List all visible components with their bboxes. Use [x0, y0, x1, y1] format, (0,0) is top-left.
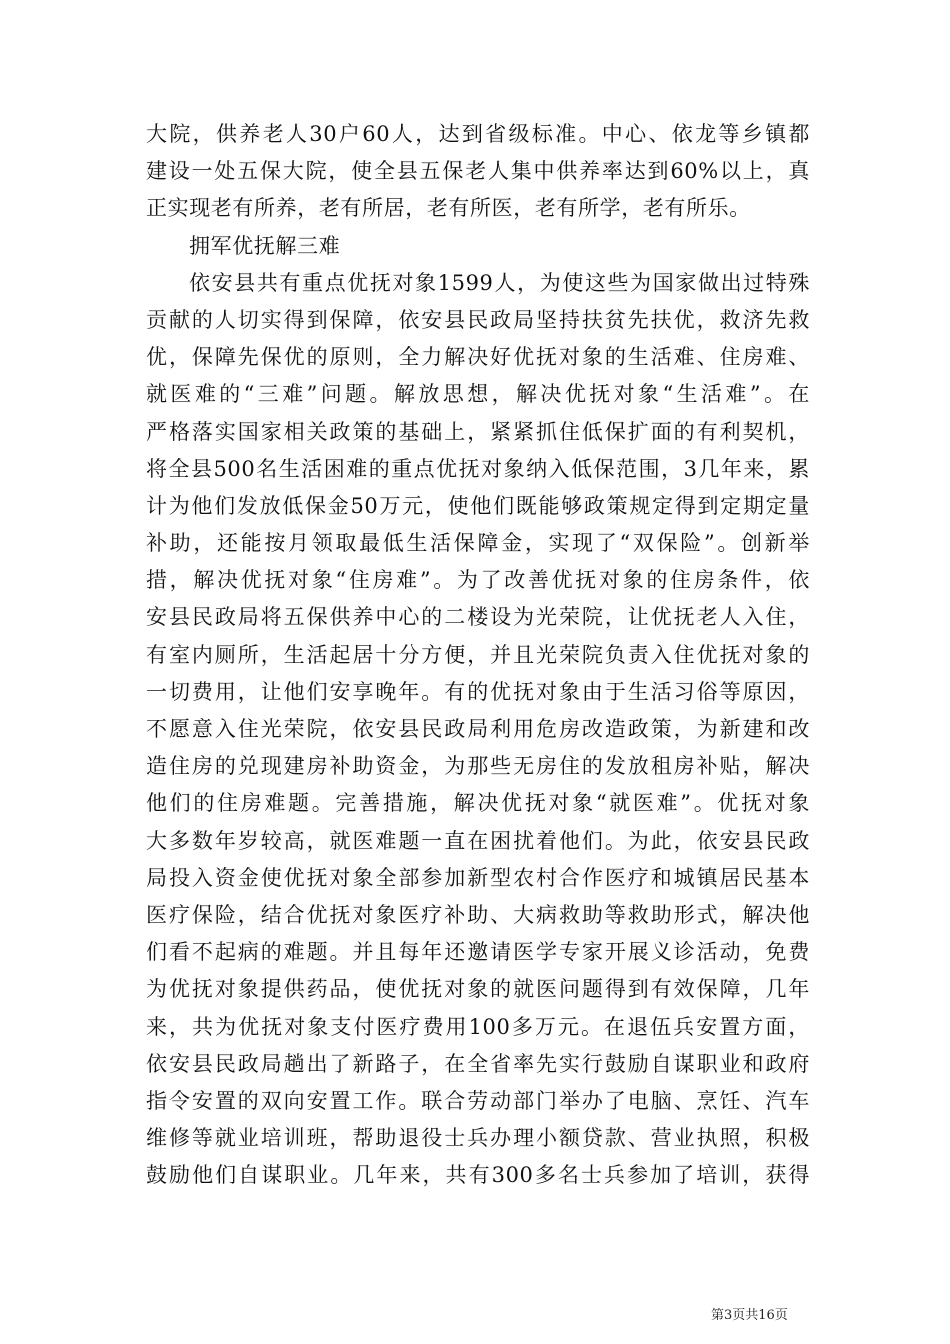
text-line: 建设一处五保大院，使全县五保老人集中供养率达到60%以上，真: [146, 159, 810, 184]
text-line: 大多数年岁较高，就医难题一直在困扰着他们。为此，依安县民政: [146, 828, 810, 853]
text-line: 不愿意入住光荣院，依安县民政局利用危房改造政策，为新建和改: [146, 717, 810, 741]
text-line: 将全县500名生活困难的重点优抚对象纳入低保范围，3几年来，累: [146, 456, 810, 481]
text-line: 措，解决优抚对象“住房难”。为了改善优抚对象的住房条件，依: [146, 568, 810, 593]
text-line: 安县民政局将五保供养中心的二楼设为光荣院，让优抚老人入住，: [146, 605, 810, 630]
text-line: 医疗保险，结合优抚对象医疗补助、大病救助等救助形式，解决他: [146, 902, 810, 927]
text-line: 有室内厕所，生活起居十分方便，并且光荣院负责入住优抚对象的: [146, 642, 810, 667]
text-line: 贡献的人切实得到保障，依安县民政局坚持扶贫先扶优，救济先救: [146, 307, 810, 332]
text-line: 们看不起病的难题。并且每年还邀请医学专家开展义诊活动，免费: [146, 940, 810, 965]
text-line: 补助，还能按月领取最低生活保障金，实现了“双保险”。创新举: [146, 531, 810, 556]
text-line: 依安县民政局趟出了新路子，在全省率先实行鼓励自谋职业和政府: [146, 1051, 810, 1076]
text-line: 就医难的“三难”问题。解放思想，解决优抚对象“生活难”。在: [146, 382, 810, 407]
body-text: [146, 116, 810, 1194]
text-line: 大院，供养老人30户60人，达到省级标准。中心、依龙等乡镇都: [146, 122, 810, 146]
text-line: 他们的住房难题。完善措施，解决优抚对象“就医难”。优抚对象: [146, 791, 810, 816]
text-line: 严格落实国家相关政策的基础上，紧紧抓住低保扩面的有利契机，: [146, 419, 810, 444]
text-line: 计为他们发放低保金50万元，使他们既能够政策规定得到定期定量: [146, 493, 810, 518]
text-line: 依安县共有重点优抚对象1599人，为使这些为国家做出过特殊: [189, 270, 810, 295]
text-line: 来，共为优抚对象支付医疗费用100多万元。在退伍兵安置方面，: [146, 1014, 810, 1039]
text-line: 为优抚对象提供药品，使优抚对象的就医问题得到有效保障，几年: [146, 977, 810, 1002]
text-line: 局投入资金使优抚对象全部参加新型农村合作医疗和城镇居民基本: [146, 865, 810, 890]
text-line: 鼓励他们自谋职业。几年来，共有300多名士兵参加了培训，获得: [146, 1163, 810, 1188]
text-line: 造住房的兑现建房补助资金，为那些无房住的发放租房补贴，解决: [146, 754, 810, 779]
text-line: 维修等就业培训班，帮助退役士兵办理小额贷款、营业执照，积极: [146, 1126, 810, 1151]
page-number-footer: 第3页共16页: [711, 1308, 788, 1323]
text-line: 指令安置的双向安置工作。联合劳动部门举办了电脑、烹饪、汽车: [146, 1088, 810, 1113]
section-heading: 拥军优抚解三难: [189, 233, 341, 258]
text-line: 正实现老有所养，老有所居，老有所医，老有所学，老有所乐。: [146, 196, 751, 221]
text-line: 一切费用，让他们安享晚年。有的优抚对象由于生活习俗等原因，: [146, 679, 810, 704]
text-line: 优，保障先保优的原则，全力解决好优抚对象的生活难、住房难、: [146, 345, 810, 370]
